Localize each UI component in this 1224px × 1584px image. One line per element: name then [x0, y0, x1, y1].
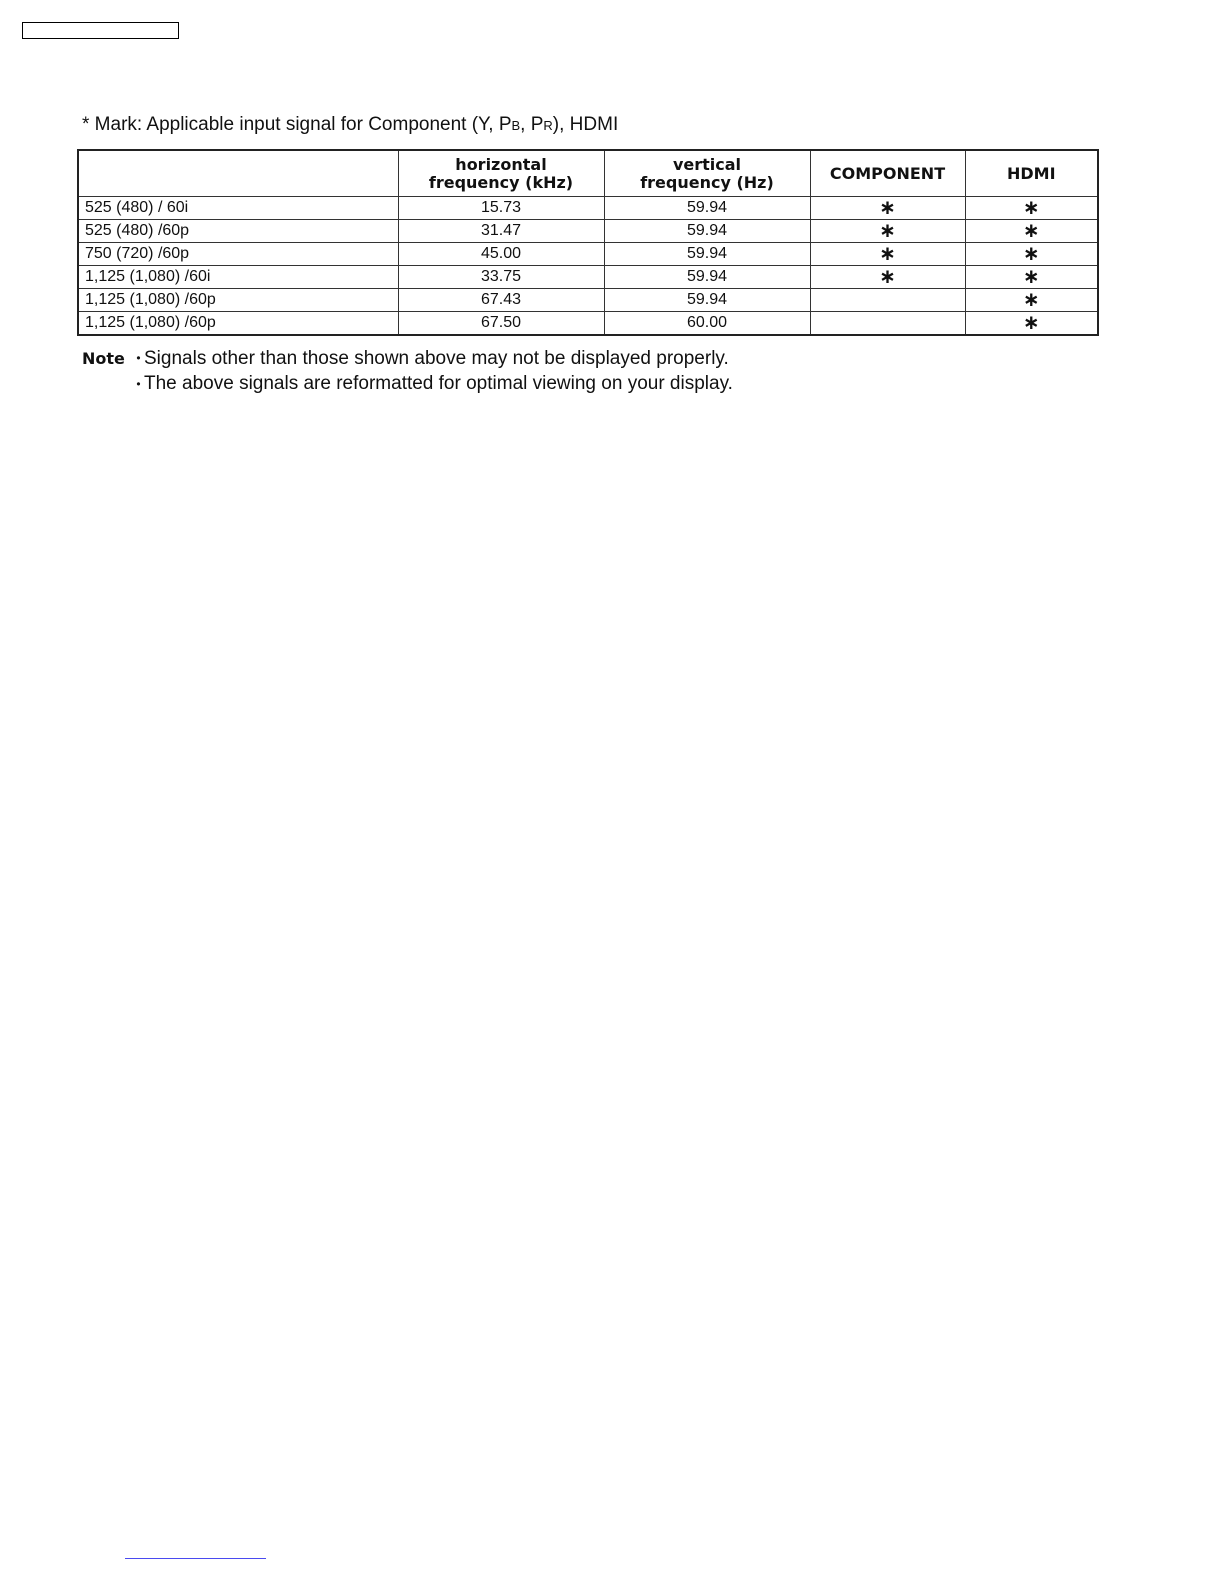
cell-horizontal: 33.75 [398, 266, 604, 289]
footer-rule [125, 1558, 266, 1559]
table-row [78, 266, 1098, 289]
cell-vertical: 59.94 [604, 220, 810, 243]
bullet-icon: • [136, 376, 141, 391]
header-horizontal-frequency [398, 150, 604, 197]
cell-horizontal: 67.50 [398, 312, 604, 336]
cell-vertical: 59.94 [604, 197, 810, 220]
cell-vertical: 60.00 [604, 312, 810, 336]
table-row [78, 197, 1098, 220]
header-horizontal-line2: frequency (kHz) [428, 172, 574, 192]
note-text: The above signals are reformatted for optimal viewing on your display. [144, 373, 733, 395]
header-vertical-line2: frequency (Hz) [640, 172, 774, 192]
header-signal [78, 150, 398, 197]
table-row [78, 220, 1098, 243]
notes-section [82, 346, 733, 397]
bullet-icon: • [136, 351, 141, 366]
header-box [22, 22, 179, 39]
cell-component-mark [810, 312, 965, 336]
header-vertical-line1: vertical [672, 154, 742, 174]
note-item [133, 346, 733, 371]
cell-vertical: 59.94 [604, 243, 810, 266]
cell-vertical: 59.94 [604, 266, 810, 289]
table-row [78, 312, 1098, 336]
cell-hdmi-mark: ∗ [965, 266, 1098, 289]
header-component: COMPONENT [810, 150, 965, 197]
cell-horizontal: 31.47 [398, 220, 604, 243]
cell-hdmi-mark: ∗ [965, 312, 1098, 336]
cell-hdmi-mark: ∗ [965, 197, 1098, 220]
cell-hdmi-mark: ∗ [965, 243, 1098, 266]
cell-signal: 1,125 (1,080) /60p [78, 312, 398, 336]
caption-prefix: * Mark: Applicable input signal for Component (Y, P [82, 114, 512, 135]
mark-caption [82, 114, 618, 136]
cell-component-mark [810, 289, 965, 312]
table-row [78, 289, 1098, 312]
header-vertical-frequency [604, 150, 810, 197]
header-horizontal-line1: horizontal [455, 154, 547, 174]
cell-horizontal: 67.43 [398, 289, 604, 312]
signal-table [77, 149, 1099, 336]
note-item [133, 371, 733, 396]
cell-signal: 525 (480) /60p [78, 220, 398, 243]
cell-horizontal: 15.73 [398, 197, 604, 220]
caption-separator: , P [520, 114, 544, 135]
cell-signal: 525 (480) / 60i [78, 197, 398, 220]
cell-hdmi-mark: ∗ [965, 220, 1098, 243]
cell-hdmi-mark: ∗ [965, 289, 1098, 312]
note-label: Note [82, 349, 125, 368]
cell-horizontal: 45.00 [398, 243, 604, 266]
cell-component-mark: ∗ [810, 266, 965, 289]
cell-component-mark: ∗ [810, 197, 965, 220]
cell-component-mark: ∗ [810, 243, 965, 266]
cell-component-mark: ∗ [810, 220, 965, 243]
caption-suffix: ), HDMI [552, 114, 619, 135]
cell-signal: 750 (720) /60p [78, 243, 398, 266]
caption-pb-subscript: B [511, 118, 521, 133]
cell-signal: 1,125 (1,080) /60i [78, 266, 398, 289]
header-hdmi: HDMI [965, 150, 1098, 197]
note-text: Signals other than those shown above may not be displayed properly. [144, 348, 729, 369]
cell-vertical: 59.94 [604, 289, 810, 312]
caption-pr-subscript: R [543, 118, 553, 133]
cell-signal: 1,125 (1,080) /60p [78, 289, 398, 312]
table-header-row [78, 150, 1098, 197]
table-row [78, 243, 1098, 266]
